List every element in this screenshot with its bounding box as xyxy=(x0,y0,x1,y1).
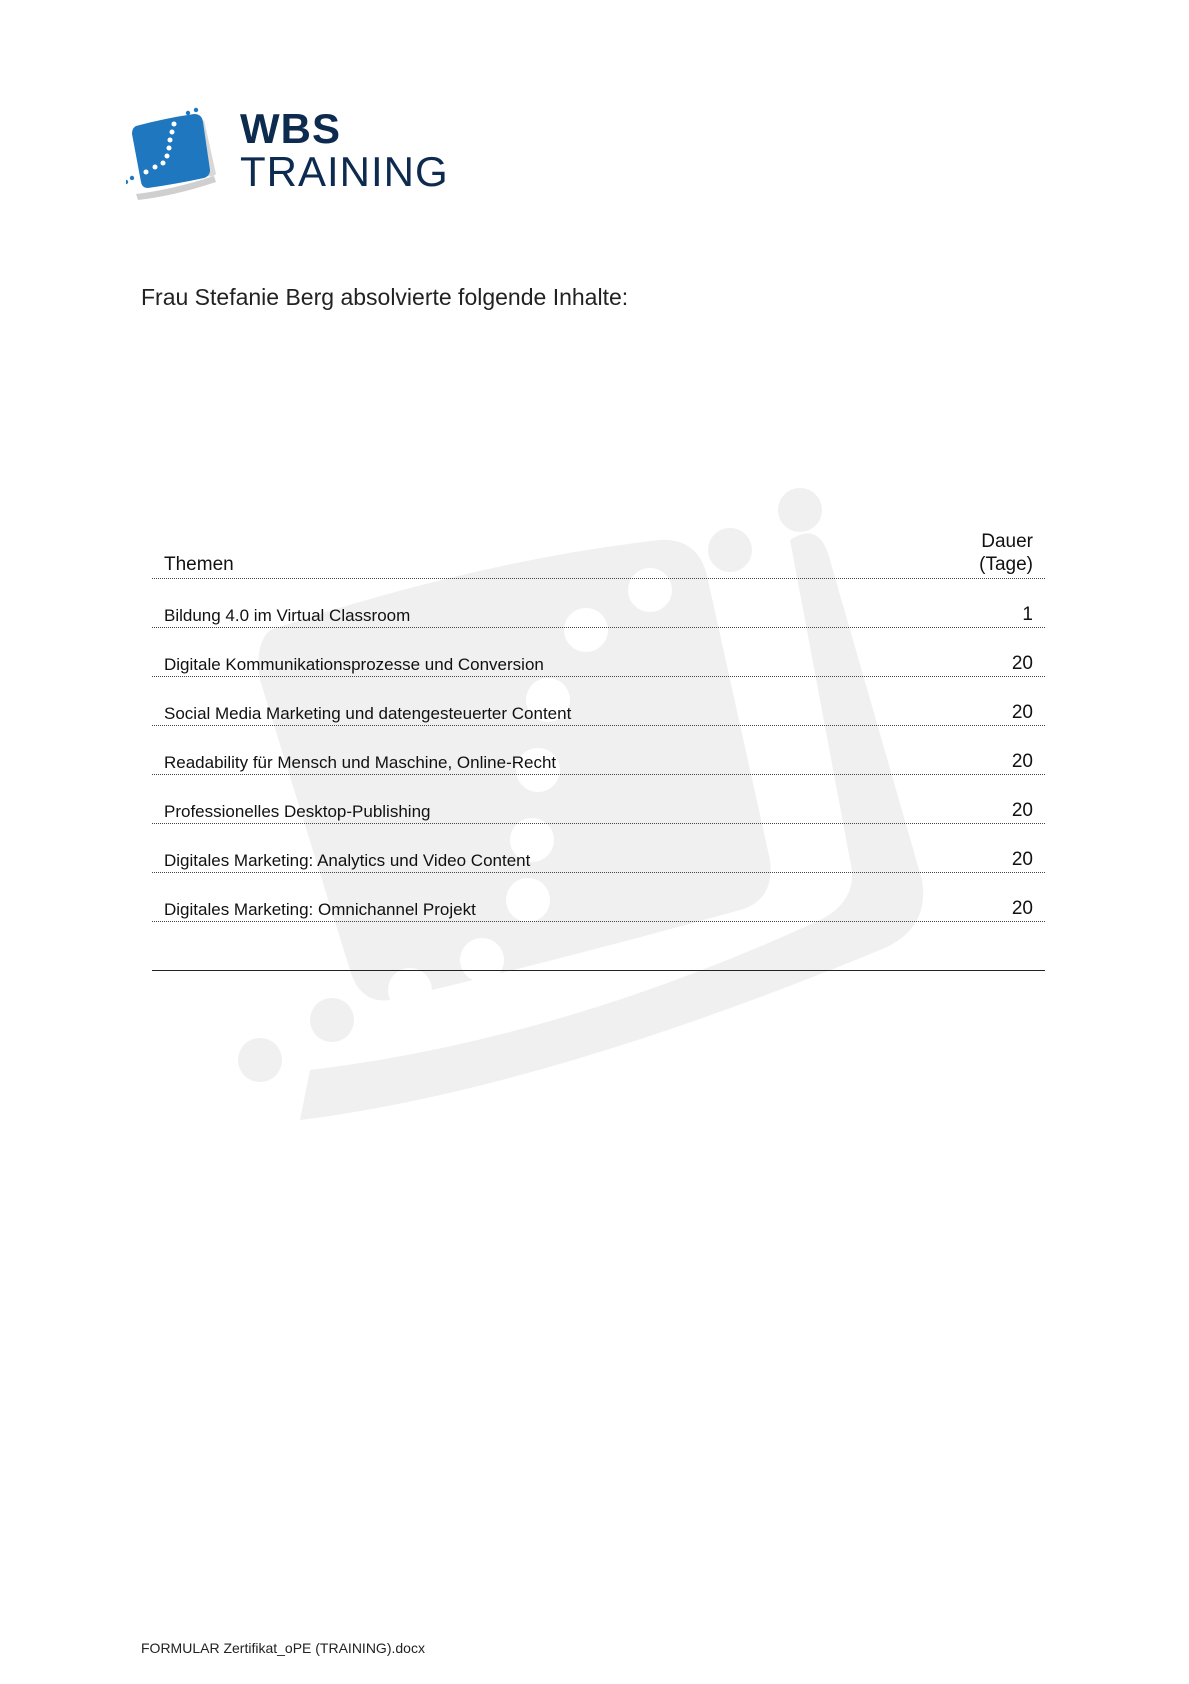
table-end-rule xyxy=(152,922,1045,971)
row-topic: Social Media Marketing und datengesteuerter Content xyxy=(164,704,572,723)
row-days: 20 xyxy=(1011,800,1033,821)
wbs-training-logo xyxy=(126,104,466,214)
header-duration-line2: (Tage) xyxy=(979,554,1033,575)
row-days: 1 xyxy=(1022,604,1033,625)
table-row xyxy=(152,726,1045,775)
row-days: 20 xyxy=(1011,849,1033,870)
row-topic: Professionelles Desktop-Publishing xyxy=(164,802,431,821)
table-row xyxy=(152,775,1045,824)
table-row xyxy=(152,579,1045,628)
row-days: 20 xyxy=(1011,898,1033,919)
row-days: 20 xyxy=(1011,702,1033,723)
logo-mark-icon xyxy=(126,104,222,200)
table-header xyxy=(152,530,1045,579)
row-topic: Digitale Kommunikationsprozesse und Conversion xyxy=(164,655,544,674)
table-row xyxy=(152,873,1045,922)
table-row xyxy=(152,824,1045,873)
footer-filename: FORMULAR Zertifikat_oPE (TRAINING).docx xyxy=(141,1640,425,1656)
logo-text-wbs: WBS xyxy=(240,105,341,152)
row-days: 20 xyxy=(1011,751,1033,772)
intro-text: Frau Stefanie Berg absolvierte folgende Inhalte: xyxy=(141,284,629,310)
header-duration-line1: Dauer xyxy=(981,531,1033,552)
table-row xyxy=(152,628,1045,677)
header-topic: Themen xyxy=(164,554,234,575)
topics-table xyxy=(152,530,1045,971)
row-days: 20 xyxy=(1011,653,1033,674)
row-topic: Readability für Mensch und Maschine, Online-Recht xyxy=(164,753,557,772)
logo-text-training: TRAINING xyxy=(240,148,449,195)
header-duration xyxy=(979,530,1033,576)
row-topic: Digitales Marketing: Omnichannel Projekt xyxy=(164,900,476,919)
table-row xyxy=(152,677,1045,726)
row-topic: Digitales Marketing: Analytics und Video Content xyxy=(164,851,531,870)
row-topic: Bildung 4.0 im Virtual Classroom xyxy=(164,606,411,625)
